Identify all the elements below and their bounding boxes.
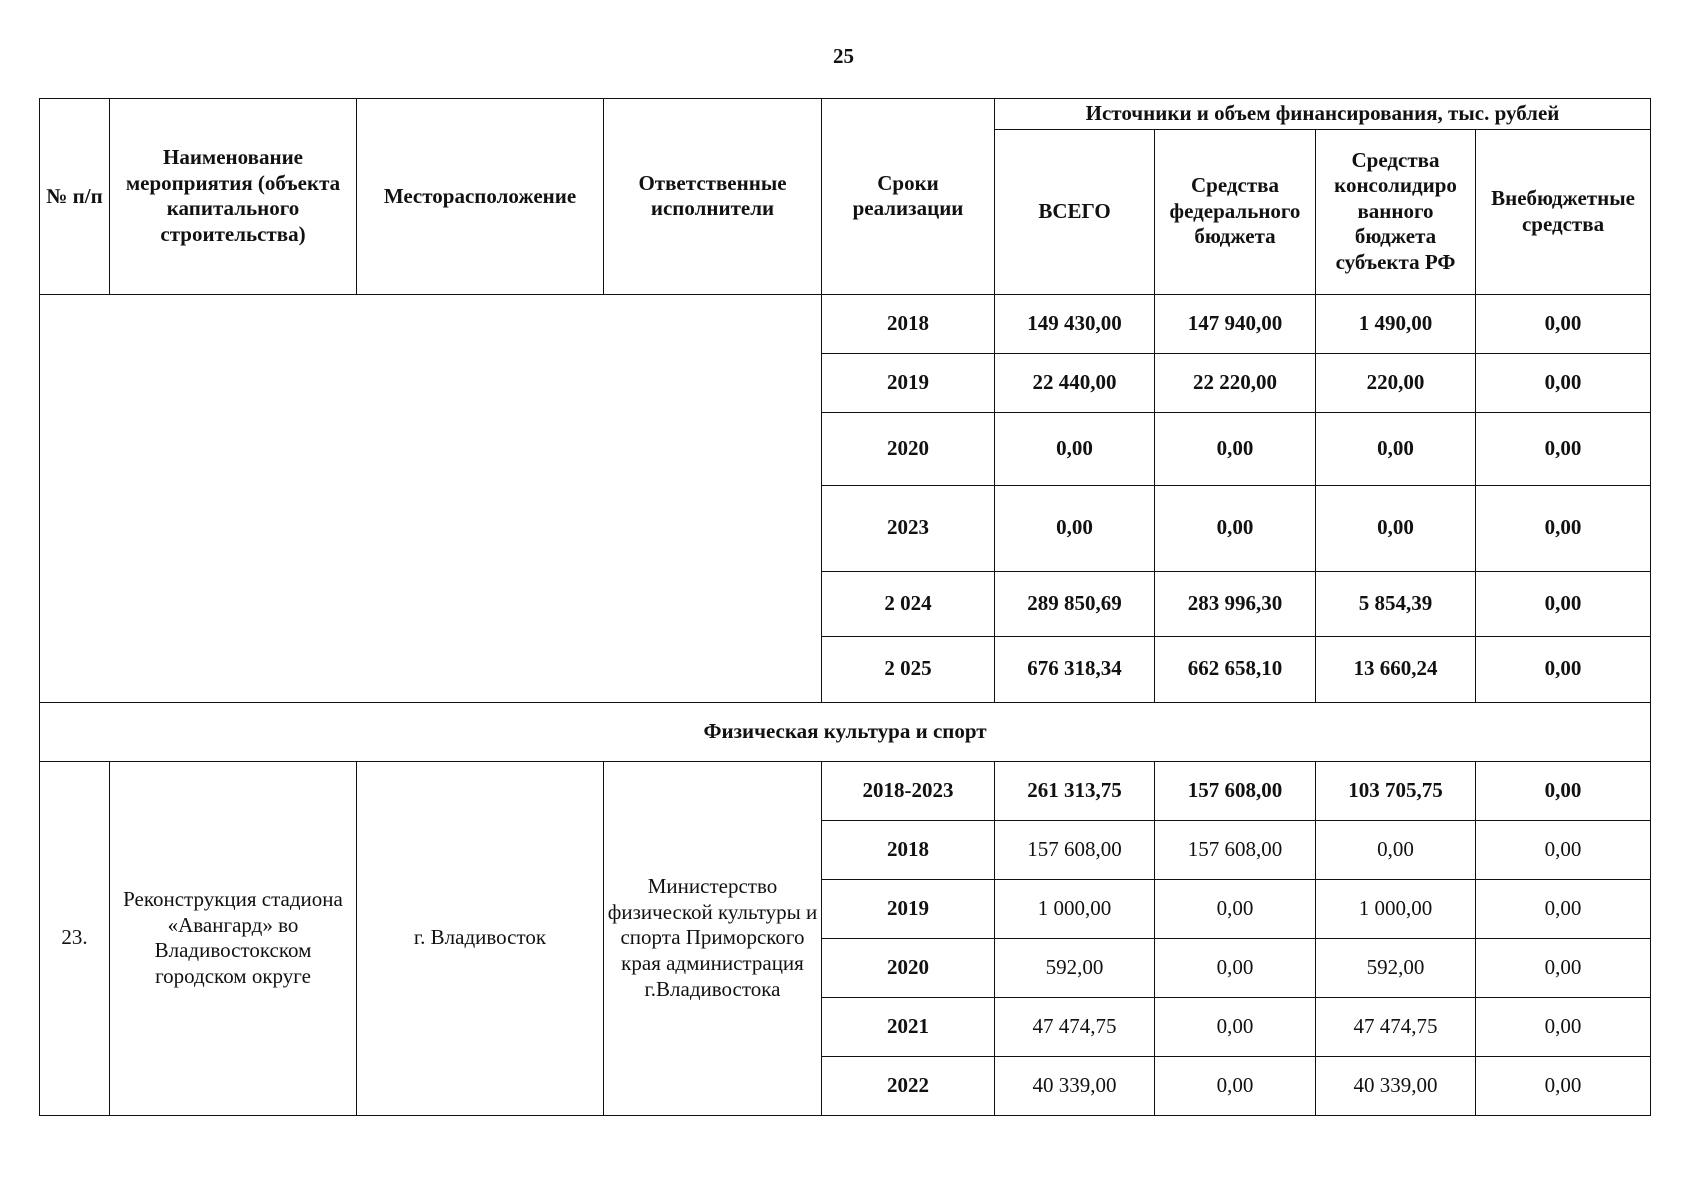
cell-year: 2019 (822, 879, 995, 938)
cell-regional: 592,00 (1316, 938, 1476, 997)
cell-total: 40 339,00 (995, 1056, 1155, 1115)
cell-federal: 157 608,00 (1155, 820, 1316, 879)
cell-regional: 0,00 (1316, 485, 1476, 571)
cell-federal: 147 940,00 (1155, 294, 1316, 353)
header-total: ВСЕГО (995, 129, 1155, 294)
cell-total: 289 850,69 (995, 571, 1155, 636)
cell-extra: 0,00 (1476, 485, 1651, 571)
cell-total: 676 318,34 (995, 636, 1155, 702)
cell-year: 2019 (822, 353, 995, 412)
section-row (40, 702, 1651, 761)
cell-total: 261 313,75 (995, 761, 1155, 820)
table-row (40, 294, 1651, 353)
cell-year: 2021 (822, 997, 995, 1056)
cell-year: 2 024 (822, 571, 995, 636)
header-name: Наименование мероприятия (объекта капитального строительства) (110, 99, 357, 295)
header-sources: Источники и объем финансирования, тыс. рублей (995, 99, 1651, 130)
cell-regional: 0,00 (1316, 820, 1476, 879)
cell-year: 2023 (822, 485, 995, 571)
item-num: 23. (40, 761, 110, 1115)
cell-regional: 47 474,75 (1316, 997, 1476, 1056)
section-title: Физическая культура и спорт (40, 702, 1651, 761)
cell-total: 157 608,00 (995, 820, 1155, 879)
cell-federal: 283 996,30 (1155, 571, 1316, 636)
cell-extra: 0,00 (1476, 412, 1651, 485)
cell-federal: 0,00 (1155, 997, 1316, 1056)
cell-year: 2018-2023 (822, 761, 995, 820)
cell-year: 2018 (822, 294, 995, 353)
cell-regional: 220,00 (1316, 353, 1476, 412)
cell-year: 2022 (822, 1056, 995, 1115)
header-regional: Средства консолидиро ванного бюджета субъекта РФ (1316, 129, 1476, 294)
header-responsible: Ответственные исполнители (604, 99, 822, 295)
cell-regional: 103 705,75 (1316, 761, 1476, 820)
cell-federal: 0,00 (1155, 412, 1316, 485)
cell-total: 0,00 (995, 412, 1155, 485)
cell-federal: 0,00 (1155, 938, 1316, 997)
cell-regional: 5 854,39 (1316, 571, 1476, 636)
header-period: Сроки реализации (822, 99, 995, 295)
cell-total: 0,00 (995, 485, 1155, 571)
item-responsible: Министерство физической культуры и спорта Приморского края администрация г.Владивостока (604, 761, 822, 1115)
item-name: Реконструкция стадиона «Авангард» во Владивостокском городском округе (110, 761, 357, 1115)
cell-regional: 1 000,00 (1316, 879, 1476, 938)
cell-extra: 0,00 (1476, 879, 1651, 938)
cell-federal: 662 658,10 (1155, 636, 1316, 702)
cell-extra: 0,00 (1476, 761, 1651, 820)
cell-year: 2020 (822, 938, 995, 997)
item-location: г. Владивосток (357, 761, 604, 1115)
cell-extra: 0,00 (1476, 636, 1651, 702)
cell-extra: 0,00 (1476, 353, 1651, 412)
header-federal: Средства федерального бюджета (1155, 129, 1316, 294)
cell-extra: 0,00 (1476, 1056, 1651, 1115)
cell-regional: 0,00 (1316, 412, 1476, 485)
page-number: 25 (833, 44, 854, 68)
table-row (40, 761, 1651, 820)
merged-empty-cell (40, 294, 822, 702)
cell-total: 592,00 (995, 938, 1155, 997)
cell-year: 2 025 (822, 636, 995, 702)
cell-federal: 22 220,00 (1155, 353, 1316, 412)
cell-total: 22 440,00 (995, 353, 1155, 412)
header-location: Месторасположение (357, 99, 604, 295)
financing-table (39, 98, 1651, 1116)
cell-year: 2020 (822, 412, 995, 485)
cell-federal: 0,00 (1155, 879, 1316, 938)
cell-total: 1 000,00 (995, 879, 1155, 938)
cell-regional: 13 660,24 (1316, 636, 1476, 702)
header-extrabudget: Внебюджетные средства (1476, 129, 1651, 294)
cell-year: 2018 (822, 820, 995, 879)
cell-extra: 0,00 (1476, 294, 1651, 353)
cell-extra: 0,00 (1476, 571, 1651, 636)
cell-federal: 0,00 (1155, 485, 1316, 571)
cell-total: 47 474,75 (995, 997, 1155, 1056)
cell-regional: 40 339,00 (1316, 1056, 1476, 1115)
cell-total: 149 430,00 (995, 294, 1155, 353)
cell-extra: 0,00 (1476, 997, 1651, 1056)
header-num: № п/п (40, 99, 110, 295)
cell-extra: 0,00 (1476, 820, 1651, 879)
cell-federal: 157 608,00 (1155, 761, 1316, 820)
cell-extra: 0,00 (1476, 938, 1651, 997)
cell-regional: 1 490,00 (1316, 294, 1476, 353)
cell-federal: 0,00 (1155, 1056, 1316, 1115)
